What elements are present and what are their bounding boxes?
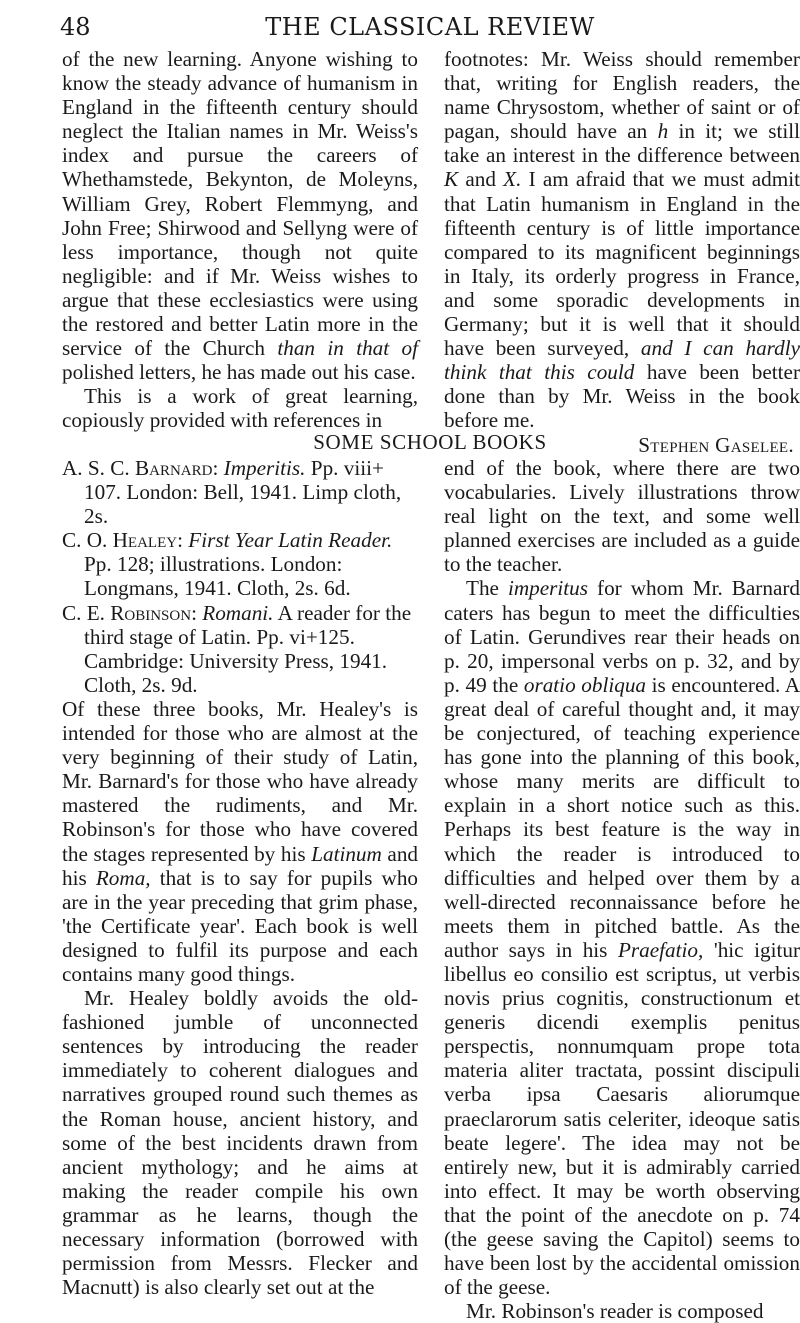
page-number: 48 <box>60 13 91 41</box>
prev-review-right-column <box>444 47 800 457</box>
review-paragraph: end of the book, where there are two vocabularies. Lively illustrations throw real light on the text, and some well planned exercises are included as a guide to the teacher. <box>444 456 800 577</box>
prev-review-footnote-paragraph: footnotes: Mr. Weiss should remember that, writing for English readers, the name Chrysostom, whether of saint or of pagan, should have an h in it; we still take an interest in the difference between K and X. I am afraid that we must admit that Latin humanism in England in the fifteenth century is of little importance compared to its magnificent beginnings in Italy, its orderly progress in France, and some sporadic developments in Germany; but it is well that it should have been surveyed, and I can hardly think that this could have been better done than by Mr. Weiss in the book before me. <box>444 47 800 433</box>
book-entry: C. O. Healey: First Year Latin Reader. Pp. 128; illustrations. London: Longmans, 1941. Cloth, 2s. 6d. <box>62 528 393 601</box>
review-paragraph: Mr. Robinson's reader is composed <box>466 1299 764 1323</box>
prev-review-left-column <box>62 47 418 433</box>
running-header <box>60 12 800 46</box>
review-paragraph: The imperitus for whom Mr. Barnard caters has begun to meet the difficulties of Latin. Gerundives rear their heads on p. 20, impersonal verbs on p. 32, and by p. 49 the oratio obliqua is encountered. A great deal of careful thought and, it may be conjectured, of teaching experience has gone into the planning of this book, whose many merits are difficult to explain in a short notice such as this. Perhaps its best feature is the way in which the reader is introduced to difficulties and helped over them by a well-directed reconnaissance before he meets them in pitched battle. As the author says in his Praefatio, 'hic igitur libellus eo consilio est scriptus, ut verbis novis prius cognitis, constructionum et generis dicendi exemplis penitus perspectis, nonnumquam prope tota materia aliter tractata, possint discipuli verba ipsa Caesaris aliorumque praeclarorum satis celeriter, ideoque satis beate legere'. The idea may not be entirely new, but it is admirably carried into effect. It may be worth observing that the point of the anecdote on p. 74 (the geese saving the Capitol) seems to have been lost by the accidental omission of the geese. <box>444 576 800 1300</box>
prev-review-paragraph: of the new learning. Anyone wishing to know the steady advance of humanism in England in the fifteenth century should neglect the Italian names in Mr. Weiss's index and pursue the careers of Whethamstede, Bekynton, de Moleyns, William Grey, Robert Flemmyng, and John Free; Shirwood and Sellyng were of less importance, though not quite negligible: and if Mr. Weiss wishes to argue that these ecclesiastics were using the restored and better Latin more in the service of the Church than in that of polished letters, he has made out his case. <box>62 47 419 385</box>
book-entry: A. S. C. Barnard: Imperitis. Pp. viii+ 107. London: Bell, 1941. Limp cloth, 2s. <box>62 456 402 529</box>
prev-review-paragraph-2: This is a work of great learning, copiously provided with references in <box>62 384 418 433</box>
journal-title: THE CLASSICAL REVIEW <box>265 13 595 41</box>
book-entry: C. E. Robinson: Romani. A reader for the third stage of Latin. Pp. vi+125. Cambridge: University Press, 1941. Cloth, 2s. 9d. <box>62 600 412 697</box>
review-left-column <box>62 456 418 1299</box>
review-paragraph: Of these three books, Mr. Healey's is intended for those who are almost at the very beginning of their study of Latin, Mr. Barnard's for those who have already mastered the rudiments, and Mr. Robinson's for those who have covered the stages represented by his Latinum and his Roma, that is to say for pupils who are in the year preceding that grim phase, 'the Certificate year'. Each book is well designed to fulfil its purpose and each contains many good things. <box>62 696 419 986</box>
reviewer-signature: Stephen Gaselee. <box>638 432 794 457</box>
review-paragraph: Mr. Healey boldly avoids the old-fashioned jumble of unconnected sentences by introducing the reader immediately to coherent dialogues and narratives grouped round such themes as the Roman house, ancient history, and some of the best incidents drawn from ancient mythology; and he aims at making the reader compile his own grammar as he learns, though the necessary information (borrowed with permission from Messrs. Flecker and Macnutt) is also clearly set out at the <box>62 986 418 1300</box>
section-title: SOME SCHOOL BOOKS <box>313 430 547 454</box>
review-right-column <box>444 456 800 1323</box>
